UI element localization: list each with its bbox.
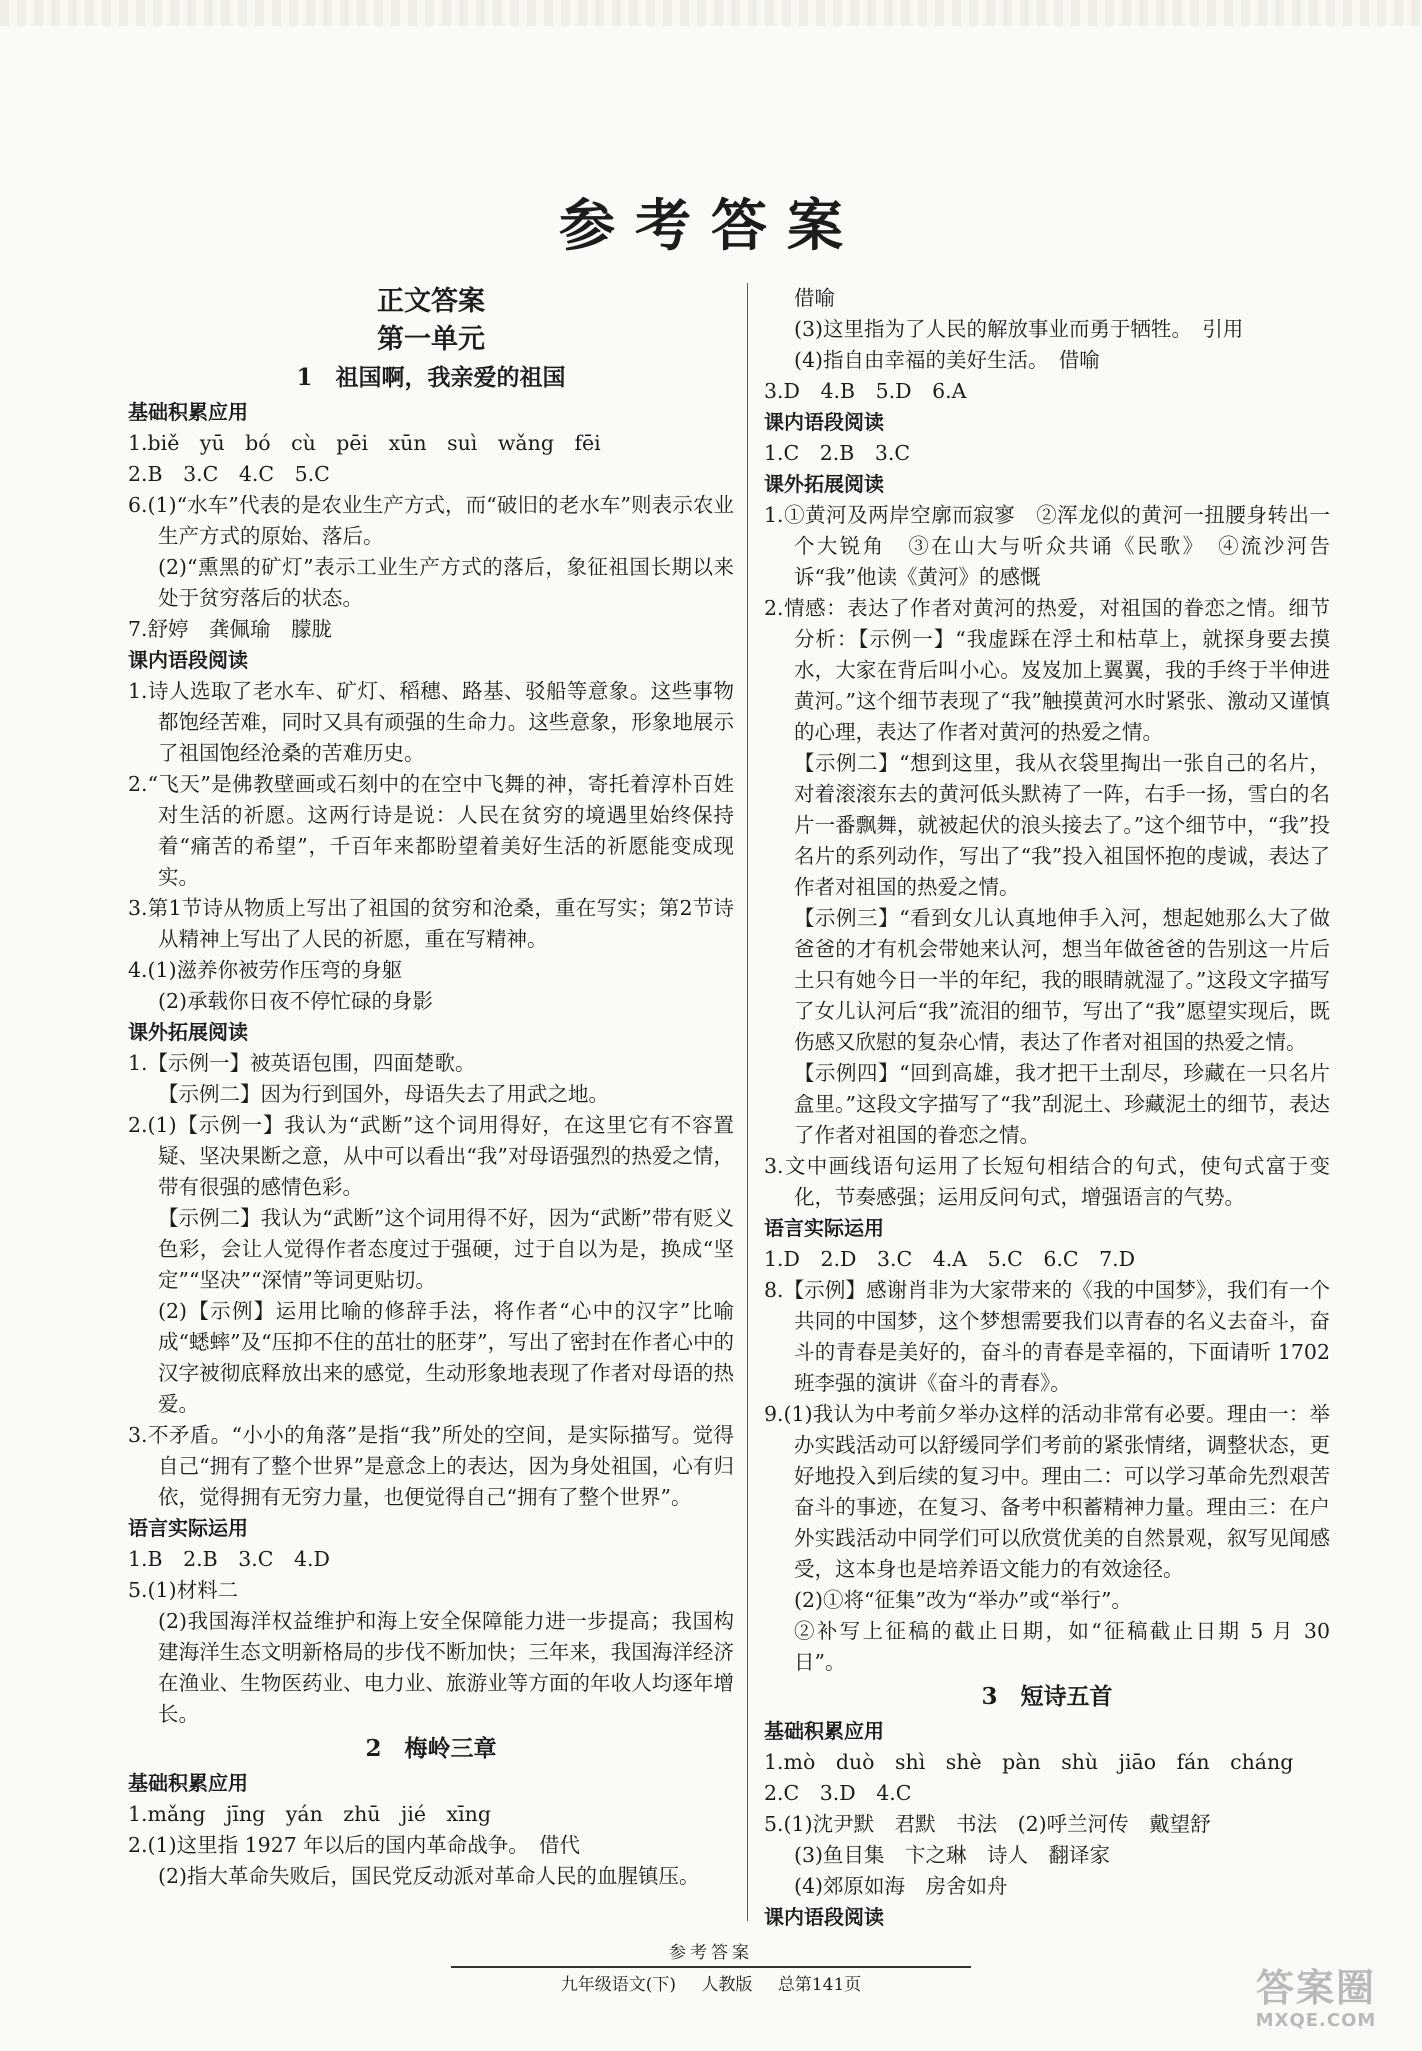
lesson-heading: 3 短诗五首	[981, 1683, 1113, 1710]
answer-item: 1.mò duò shì shè pàn shù jiāo fán cháng	[764, 1750, 1294, 1774]
subsection-heading: 课外拓展阅读	[764, 472, 884, 496]
answer-item: 5.(1)沈尹默 君默 书法 (2)呼兰河传 戴望舒	[764, 1812, 1211, 1836]
answer-subitem: (2)【示例】运用比喻的修辞手法，将作者“心中的汉字”比喻成“蟋蟀”及“压抑不住的茁壮的胚芽”，写出了密封在作者心中的汉字被彻底释放出来的感觉，生动形象地表现了作者对母语的热爱。	[158, 1299, 734, 1416]
answer-subitem: 【示例二】我认为“武断”这个词用得不好，因为“武断”带有贬义色彩，会让人觉得作者态度过于强硬，过于自以为是，换成“坚定”“坚决”“深情”等词更贴切。	[158, 1206, 734, 1292]
footer-grade: 九年级语文(下)	[560, 1975, 676, 1995]
footer-edition: 人教版	[701, 1975, 753, 1995]
subsection-heading: 课内语段阅读	[764, 410, 884, 434]
answer-subitem: (4)指自由幸福的美好生活。 借喻	[794, 348, 1100, 372]
answer-item: 9.(1)我认为中考前夕举办这样的活动非常有必要。理由一：举办实践活动可以舒缓同学们考前的紧张情绪，调整状态，更好地投入到后续的复习中。理由二：可以学习革命先烈艰苦奋斗的事迹，在复习、备考中积蓄精神力量。理由三：在户外实践活动中同学们可以欣赏优美的自然景观，叙写见闻感受，这本身也是培养语文能力的有效途径。	[764, 1402, 1330, 1581]
right-column	[764, 283, 1330, 1933]
column-divider	[747, 283, 748, 1921]
answer-item: 2.B 3.C 4.C 5.C	[128, 462, 330, 486]
subsection-heading: 语言实际运用	[128, 1516, 248, 1540]
watermark-logo-text: 答案圈	[1255, 1965, 1376, 2010]
answer-item: 1.①黄河及两岸空廓而寂寥 ②浑龙似的黄河一扭腰身转出一个大锐角 ③在山大与听众共诵《民歌》 ④流沙河告诉“我”他读《黄河》的感慨	[764, 503, 1330, 589]
watermark-url: MXQE.COM	[1255, 2009, 1377, 2031]
footer-page-number: 总第141页	[777, 1975, 862, 1995]
answer-subitem: (2)我国海洋权益维护和海上安全保障能力进一步提高；我国构建海洋生态文明新格局的步伐不断加快；三年来，我国海洋经济在渔业、生物医药业、电力业、旅游业等方面的年收人均逐年增长。	[158, 1609, 734, 1726]
answer-subitem: 【示例二】“想到这里，我从衣袋里掏出一张自己的名片，对着滚滚东去的黄河低头默祷了一阵，右手一扬，雪白的名片一番飘舞，就被起伏的浪头接去了。”这个细节中，“我”投名片的系列动作，写出了“我”投入祖国怀抱的虔诚，表达了作者对祖国的热爱之情。	[794, 751, 1330, 899]
answer-subitem: (4)郊原如海 房舍如舟	[794, 1874, 1008, 1898]
section-heading: 正文答案	[377, 286, 485, 317]
answer-item: 1.【示例一】被英语包围，四面楚歌。	[128, 1051, 476, 1075]
subsection-heading: 基础积累应用	[128, 1771, 248, 1795]
answer-item: 4.(1)滋养你被劳作压弯的身躯	[128, 958, 403, 982]
answer-item: 3.文中画线语句运用了长短句相结合的句式，使句式富于变化，节奏感强；运用反问句式，增强语言的气势。	[764, 1154, 1330, 1209]
site-watermark	[1236, 1958, 1396, 2038]
subsection-heading: 基础积累应用	[128, 400, 248, 424]
answer-item: 2.C 3.D 4.C	[764, 1781, 912, 1805]
subsection-heading: 课内语段阅读	[764, 1905, 884, 1929]
answer-item: 2.情感：表达了作者对黄河的热爱，对祖国的眷恋之情。细节分析：【示例一】“我虚踩在浮土和枯草上，就探身要去摸水，大家在背后叫小心。岌岌加上翼翼，我的手终于半伸进黄河。”这个细节表现了“我”触摸黄河水时紧张、激动又谨慎的心理，表达了作者对黄河的热爱之情。	[764, 596, 1330, 744]
footer-rule	[451, 1966, 971, 1968]
answer-subitem: 【示例二】因为行到国外，母语失去了用武之地。	[158, 1082, 609, 1106]
subsection-heading: 课内语段阅读	[128, 648, 248, 672]
answer-subitem: (2)指大革命失败后，国民党反动派对革命人民的血腥镇压。	[158, 1864, 700, 1888]
answer-subitem: 【示例三】“看到女儿认真地伸手入河，想起她那么大了做爸爸的才有机会带她来认河，想当年做爸爸的告别这一片后土只有她今日一半的年纪，我的眼睛就湿了。”这段文字描写了女儿认河后“我”流泪的细节，写出了“我”愿望实现后，既伤感又欣慰的复杂心情，表达了作者对祖国的热爱之情。	[794, 906, 1330, 1054]
footer-info	[0, 1970, 1422, 1995]
answer-item: 1.C 2.B 3.C	[764, 441, 911, 465]
page-title: 参考答案	[559, 193, 863, 259]
left-column	[128, 283, 734, 1933]
answer-item: 1.诗人选取了老水车、矿灯、稻穗、路基、驳船等意象。这些事物都饱经苦难，同时又具有顽强的生命力。这些意象，形象地展示了祖国饱经沧桑的苦难历史。	[128, 679, 734, 765]
answer-item: 5.(1)材料二	[128, 1578, 239, 1602]
scan-top-band	[0, 0, 1422, 26]
answer-subitem: (2)“熏黑的矿灯”表示工业生产方式的落后，象征祖国长期以来处于贫穷落后的状态。	[158, 555, 734, 610]
answer-subitem: 【示例四】“回到高雄，我才把干土刮尽，珍藏在一只名片盒里。”这段文字描写了“我”刮泥土、珍藏泥土的细节，表达了作者对祖国的眷恋之情。	[794, 1061, 1330, 1147]
answer-subitem: 借喻	[794, 286, 835, 310]
lesson-heading: 1 祖国啊，我亲爱的祖国	[296, 364, 566, 391]
unit-heading: 第一单元	[377, 324, 485, 355]
answer-subitem: ②补写上征稿的截止日期，如“征稿截止日期 5 月 30 日”。	[794, 1619, 1330, 1674]
answer-item: 3.D 4.B 5.D 6.A	[764, 379, 967, 403]
answer-subitem: (2)①将“征集”改为“举办”或“举行”。	[794, 1588, 1132, 1612]
answer-item: 3.第1节诗从物质上写出了祖国的贫穷和沧桑，重在写实；第2节诗从精神上写出了人民的祈愿，重在写精神。	[128, 896, 734, 951]
answer-item: 1.biě yū bó cù pēi xūn suì wǎng fēi	[128, 431, 601, 455]
subsection-heading: 基础积累应用	[764, 1719, 884, 1743]
answer-item: 2.(1)【示例一】我认为“武断”这个词用得好，在这里它有不容置疑、坚决果断之意，从中可以看出“我”对母语强烈的热爱之情，带有很强的感情色彩。	[128, 1113, 734, 1199]
answer-subitem: (2)承载你日夜不停忙碌的身影	[158, 989, 434, 1013]
answer-item: 8.【示例】感谢肖非为大家带来的《我的中国梦》，我们有一个共同的中国梦，这个梦想需要我们以青春的名义去奋斗，奋斗的青春是美好的，奋斗的青春是幸福的，下面请听 1702 班李强的演讲《奋斗的青春》。	[764, 1278, 1330, 1395]
answer-item: 6.(1)“水车”代表的是农业生产方式，而“破旧的老水车”则表示农业生产方式的原始、落后。	[128, 493, 734, 548]
subsection-heading: 课外拓展阅读	[128, 1020, 248, 1044]
answer-item: 1.mǎng jīng yán zhū jié xīng	[128, 1802, 491, 1826]
page-footer	[0, 1938, 1422, 1995]
answer-item: 1.B 2.B 3.C 4.D	[128, 1547, 330, 1571]
answer-item: 2.“飞天”是佛教壁画或石刻中的在空中飞舞的神，寄托着淳朴百姓对生活的祈愿。这两行诗是说：人民在贫穷的境遇里始终保持着“痛苦的希望”，千百年来都盼望着美好生活的祈愿能变成现实。	[128, 772, 734, 889]
answer-item: 7.舒婷 龚佩瑜 朦胧	[128, 617, 333, 641]
lesson-heading: 2 梅岭三章	[365, 1735, 497, 1762]
answer-subitem: (3)鱼目集 卞之琳 诗人 翻译家	[794, 1843, 1111, 1867]
footer-label: 参考答案	[669, 1943, 753, 1963]
subsection-heading: 语言实际运用	[764, 1216, 884, 1240]
answer-item: 3.不矛盾。“小小的角落”是指“我”所处的空间，是实际描写。觉得自己“拥有了整个世界”是意念上的表达，因为身处祖国，心有归依，觉得拥有无穷力量，也便觉得自己“拥有了整个世界”。	[128, 1423, 734, 1509]
answer-item: 1.D 2.D 3.C 4.A 5.C 6.C 7.D	[764, 1247, 1136, 1271]
answer-subitem: (3)这里指为了人民的解放事业而勇于牺牲。 引用	[794, 317, 1244, 341]
answer-item: 2.(1)这里指 1927 年以后的国内革命战争。 借代	[128, 1833, 581, 1857]
